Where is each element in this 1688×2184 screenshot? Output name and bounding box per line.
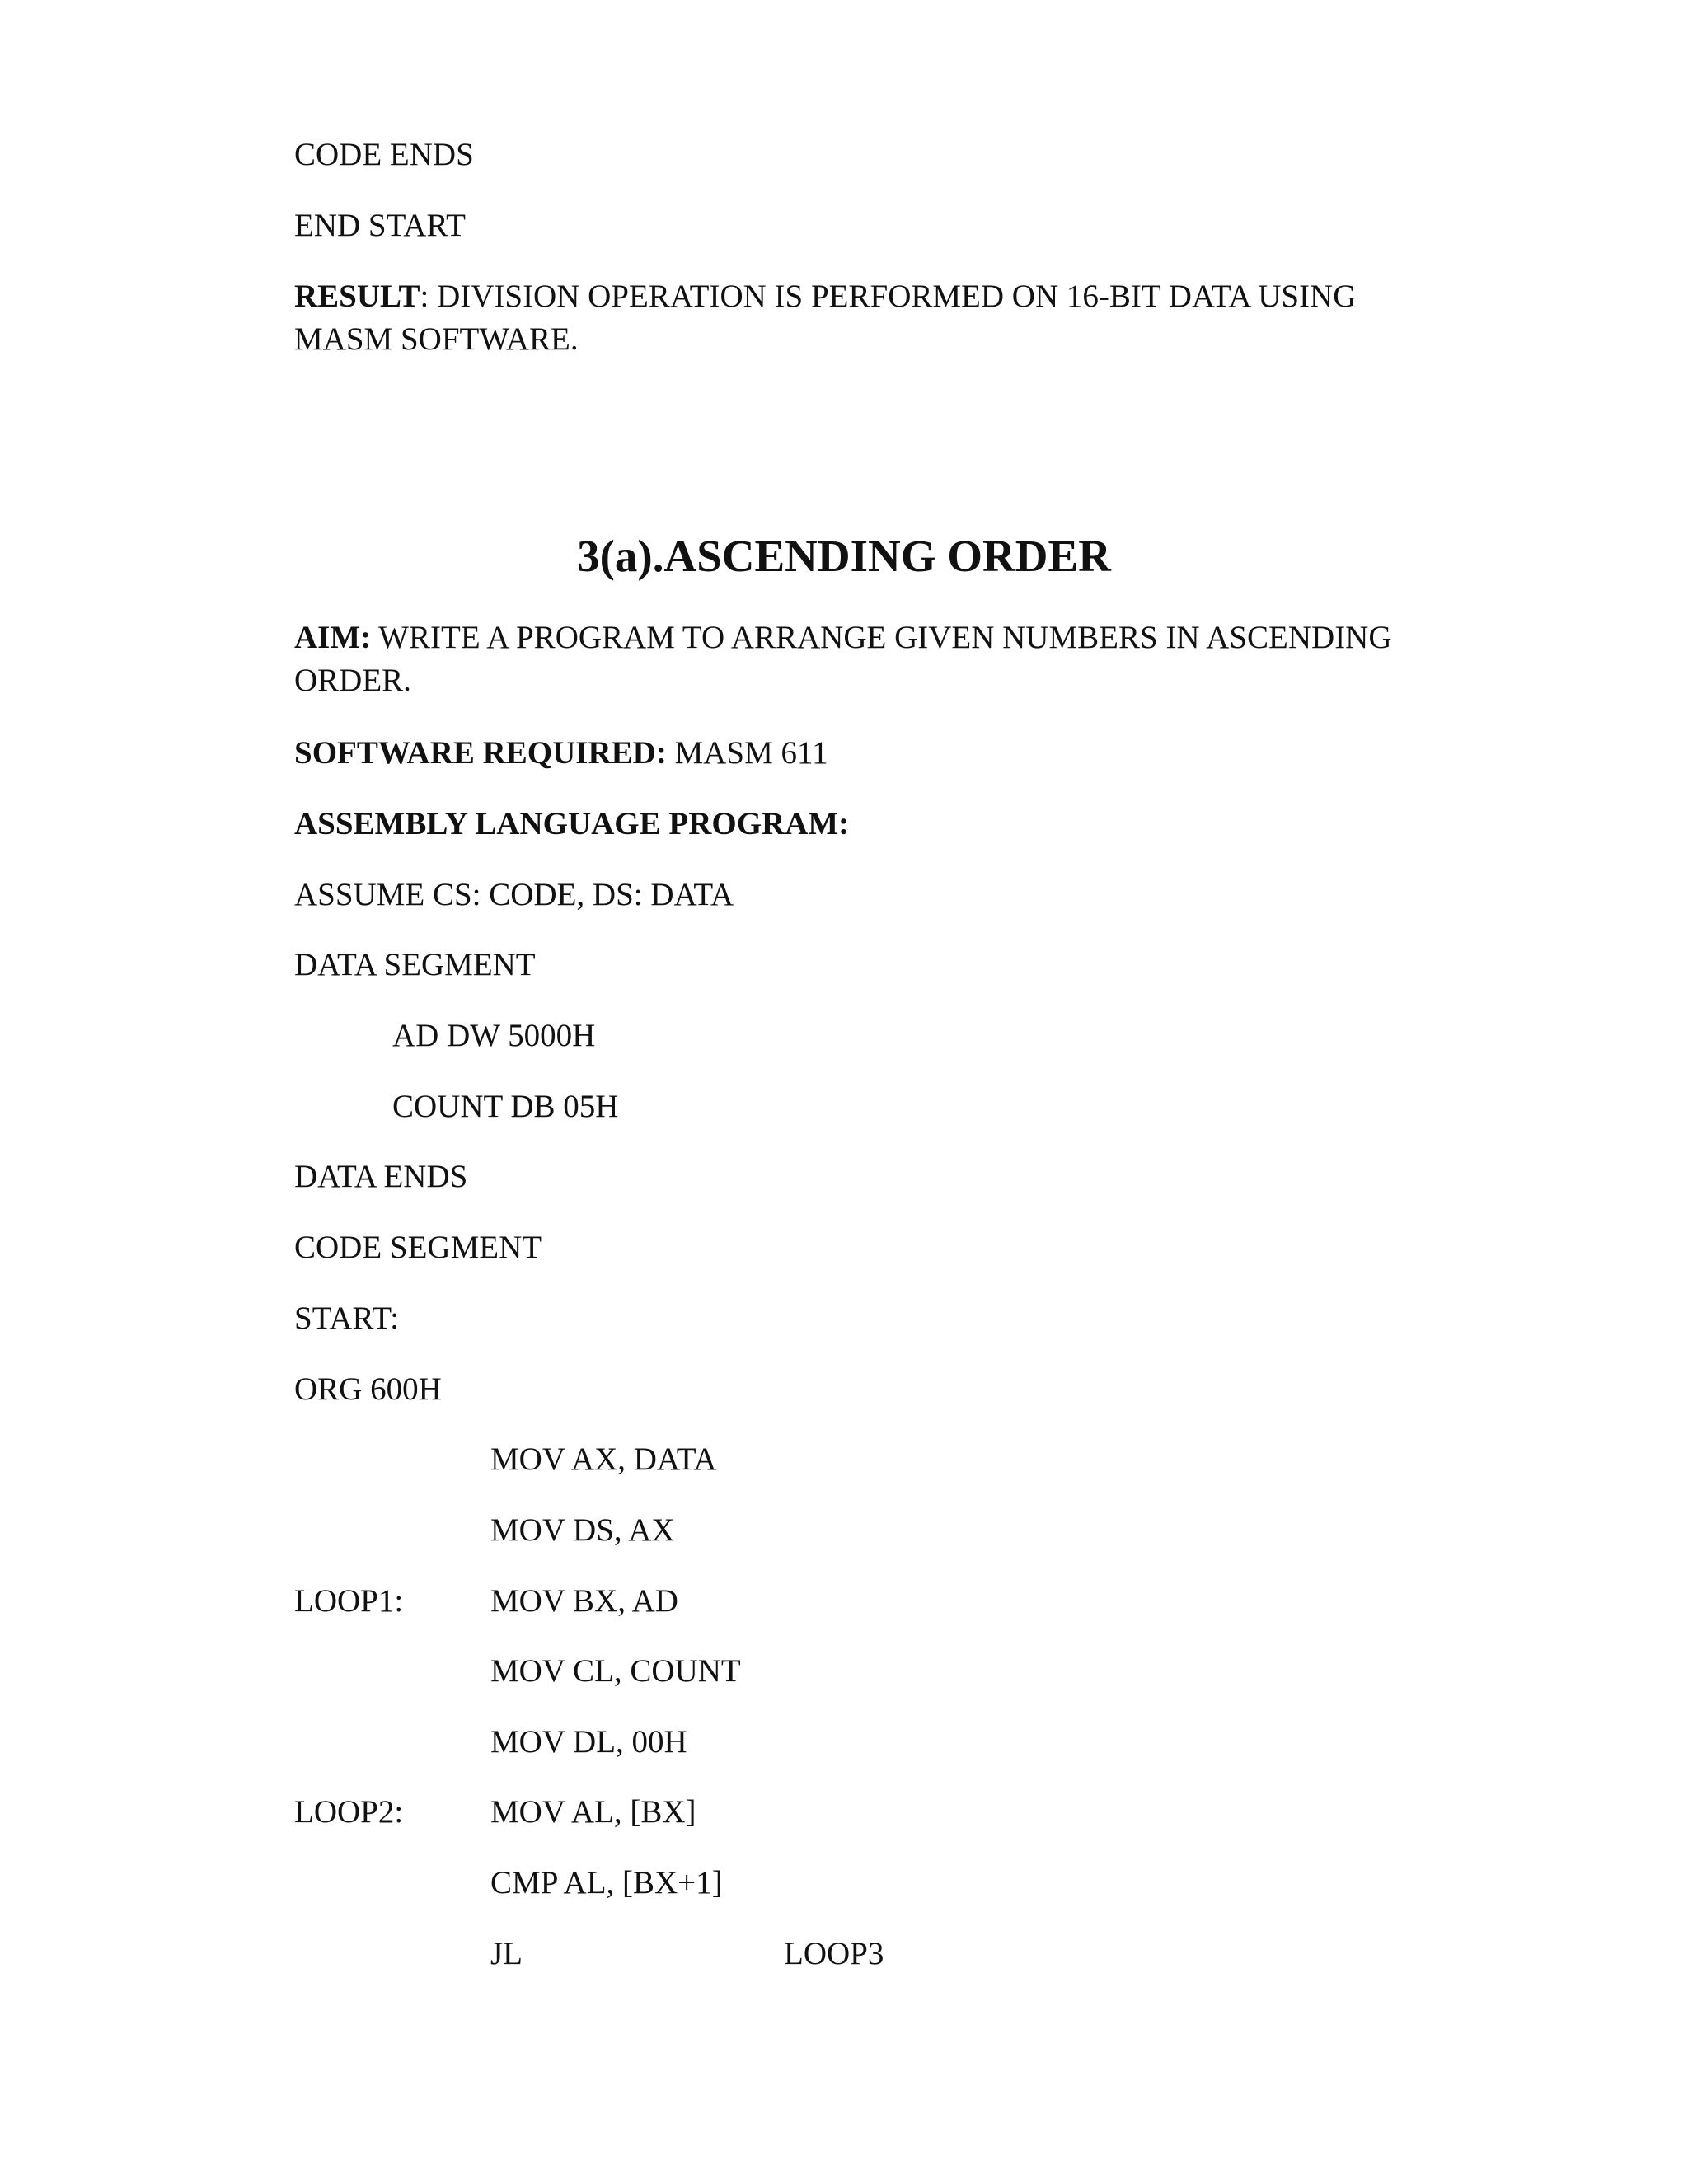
software-text: MASM 611 <box>666 735 828 771</box>
code-line-data-segment: DATA SEGMENT <box>294 947 536 982</box>
software-required-line <box>294 732 828 775</box>
code-line-org: ORG 600H <box>294 1371 442 1407</box>
end-start-line: END START <box>294 208 466 243</box>
code-line-start: START: <box>294 1301 399 1336</box>
code-line-mov-cl-count: MOV CL, COUNT <box>490 1653 741 1689</box>
section-title: 3(a).ASCENDING ORDER <box>577 531 1111 581</box>
result-text: : DIVISION OPERATION IS PERFORMED ON 16-BIT DATA USING MASM SOFTWARE. <box>294 279 1357 357</box>
code-line-count-db: COUNT DB 05H <box>392 1089 619 1124</box>
code-line-mov-bx-ad: MOV BX, AD <box>490 1583 678 1619</box>
aim-text: WRITE A PROGRAM TO ARRANGE GIVEN NUMBERS IN ASCENDING ORDER. <box>294 620 1392 698</box>
code-line-jl: JL <box>490 1936 523 1971</box>
code-ends-line: CODE ENDS <box>294 137 474 172</box>
alp-heading: ASSEMBLY LANGUAGE PROGRAM: <box>294 806 850 841</box>
result-label: RESULT <box>294 279 420 314</box>
code-label-loop2: LOOP2: <box>294 1794 404 1830</box>
code-label-loop1: LOOP1: <box>294 1583 404 1619</box>
aim-label: AIM: <box>294 620 372 655</box>
code-line-mov-ds-ax: MOV DS, AX <box>490 1512 675 1548</box>
code-line-data-ends: DATA ENDS <box>294 1159 468 1194</box>
code-line-mov-dl-00h: MOV DL, 00H <box>490 1724 687 1760</box>
code-line-jl-target: LOOP3 <box>784 1936 884 1971</box>
software-label: SOFTWARE REQUIRED: <box>294 735 667 771</box>
code-line-assume: ASSUME CS: CODE, DS: DATA <box>294 877 734 912</box>
code-line-mov-ax-data: MOV AX, DATA <box>490 1441 717 1477</box>
code-line-mov-al-bx: MOV AL, [BX] <box>490 1794 696 1830</box>
code-line-ad-dw: AD DW 5000H <box>392 1018 596 1053</box>
code-line-cmp-al-bx1: CMP AL, [BX+1] <box>490 1865 723 1900</box>
code-line-code-segment: CODE SEGMENT <box>294 1230 542 1265</box>
result-paragraph <box>294 275 1440 361</box>
aim-paragraph <box>294 616 1440 702</box>
